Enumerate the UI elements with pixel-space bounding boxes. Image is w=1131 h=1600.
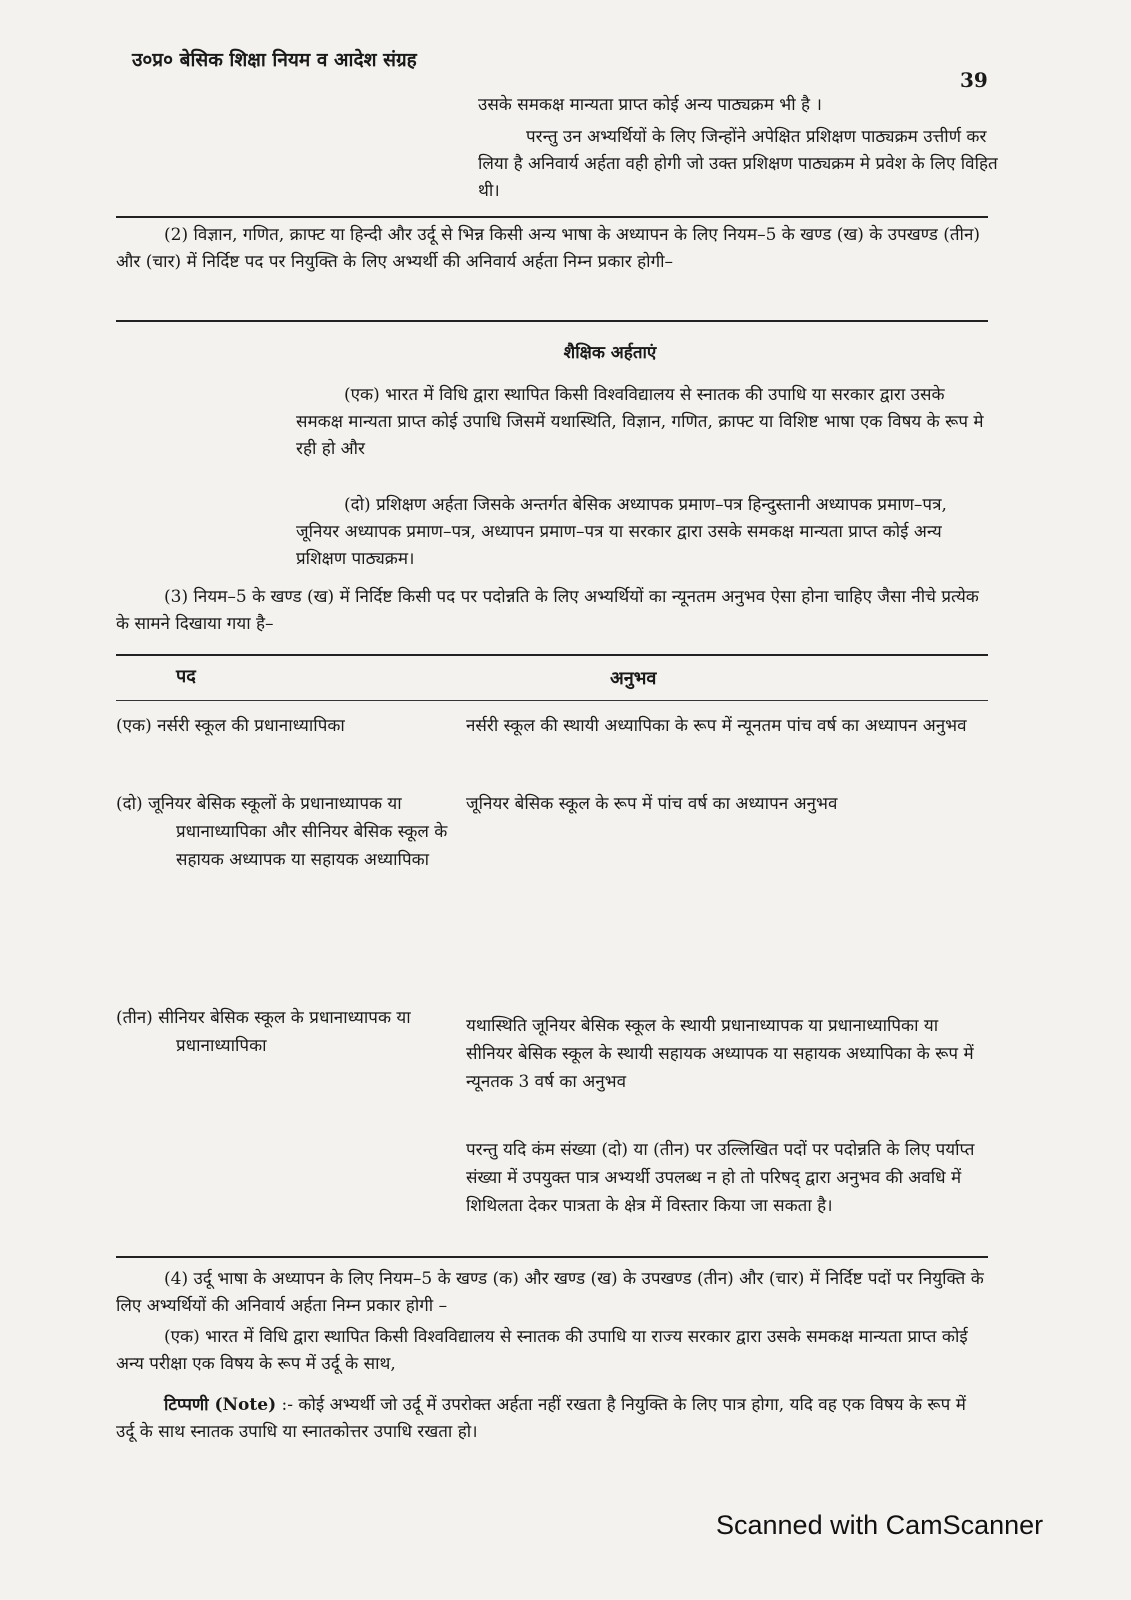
top-line: उसके समकक्ष मान्यता प्राप्त कोई अन्य पाठ्यक्रम भी है । [478, 95, 822, 115]
table-row-2-post: (दो) जूनियर बेसिक स्कूलों के प्रधानाध्यापक या प्रधानाध्यापिका और सीनियर बेसिक स्कूल के सहायक अध्यापक या सहायक अध्यापिका [116, 794, 448, 870]
table-row-1-post: (एक) नर्सरी स्कूल की प्रधानाध्यापिका [116, 716, 345, 736]
note-paragraph [116, 1392, 988, 1446]
table-row-1-experience: नर्सरी स्कूल की स्थायी अध्यापिका के रूप में न्यूनतम पांच वर्ष का अध्यापन अनुभव [466, 716, 967, 736]
table-header-experience: अनुभव [610, 668, 657, 689]
qualification-item-1: (एक) भारत में विधि द्वारा स्थापित किसी विश्वविद्यालय से स्नातक की उपाधि या सरकार द्वारा उसके समकक्ष मान्यता प्राप्त कोई उपाधि जिसमें यथास्थिति, विज्ञान, गणित, क्राफ्ट या विशिष्ट भाषा एक विषय के रूप मे रही हो और [296, 385, 984, 459]
note-label: टिप्पणी (Note) [164, 1395, 277, 1415]
table-row-3-post: (तीन) सीनियर बेसिक स्कूल के प्रधानाध्यापक या प्रधानाध्यापिका [116, 1008, 411, 1056]
section-3-text: (3) नियम–5 के खण्ड (ख) में निर्दिष्ट किसी पद पर पदोन्नति के लिए अभ्यर्थियों का न्यूनतम अनुभव ऐसा होना चाहिए जैसा नीचे प्रत्येक के सामने दिखाया गया है– [116, 587, 979, 634]
table-header-rule [116, 700, 988, 701]
table-row-3-experience: यथास्थिति जूनियर बेसिक स्कूल के स्थायी प्रधानाध्यापक या प्रधानाध्यापिका या सीनियर बेसिक स्कूल के स्थायी सहायक अध्यापक या सहायक अध्यापिका के रूप में न्यूनतक 3 वर्ष का अनुभव [466, 1016, 974, 1092]
table-row-2-experience: जूनियर बेसिक स्कूल के रूप में पांच वर्ष का अध्यापन अनुभव [466, 794, 838, 814]
scanner-watermark: Scanned with CamScanner [716, 1510, 1044, 1540]
table-header-post: पद [176, 666, 196, 687]
qualification-item-2: (दो) प्रशिक्षण अर्हता जिसके अन्तर्गत बेसिक अध्यापक प्रमाण–पत्र हिन्दुस्तानी अध्यापक प्रमाण–पत्र, जूनियर अध्यापक प्रमाण–पत्र, अध्यापन प्रमाण–पत्र या सरकार द्वारा उसके समकक्ष मान्यता प्राप्त कोई अन्य प्रशिक्षण पाठ्यक्रम। [296, 495, 947, 569]
note-text: :- कोई अभ्यर्थी जो उर्दू में उपरोक्त अर्हता नहीं रखता है नियुक्ति के लिए पात्र होगा, यदि वह एक विषय के रूप में उर्दू के साथ स्नातक उपाधि या स्नातकोत्तर उपाधि रखता हो। [116, 1395, 966, 1442]
section-4-text: (4) उर्दू भाषा के अध्यापन के लिए नियम–5 के खण्ड (क) और खण्ड (ख) के उपखण्ड (तीन) और (चार) में निर्दिष्ट पदों पर नियुक्ति के लिए अभ्यर्थियों की अनिवार्य अर्हता निम्न प्रकार होगी – [116, 1269, 984, 1316]
top-proviso: परन्तु उन अभ्यर्थियों के लिए जिन्होंने अपेक्षित प्रशिक्षण पाठ्यक्रम उत्तीर्ण कर लिया है अनिवार्य अर्हता वही होगी जो उक्त प्रशिक्षण पाठ्यक्रम मे प्रवेश के लिए विहित थी। [478, 127, 998, 201]
section-4-item-1: (एक) भारत में विधि द्वारा स्थापित किसी विश्वविद्यालय से स्नातक की उपाधि या राज्य सरकार द्वारा उसके समकक्ष मान्यता प्राप्त कोई अन्य परीक्षा एक विषय के रूप में उर्दू के साथ, [116, 1327, 968, 1374]
divider [116, 320, 988, 322]
book-title: उ०प्र० बेसिक शिक्षा नियम व आदेश संग्रह [132, 49, 417, 71]
section-2-text: (2) विज्ञान, गणित, क्राफ्ट या हिन्दी और उर्दू से भिन्न किसी अन्य भाषा के अध्यापन के लिए नियम–5 के खण्ड (ख) के उपखण्ड (तीन) और (चार) में निर्दिष्ट पद पर नियुक्ति के लिए अभ्यर्थी की अनिवार्य अर्हता निम्न प्रकार होगी– [116, 225, 981, 272]
page-number: 39 [960, 68, 988, 92]
divider [116, 216, 988, 218]
table-row-3-proviso: परन्तु यदि कंम संख्या (दो) या (तीन) पर उल्लिखित पदों पर पदोन्नति के लिए पर्याप्त संख्या में उपयुक्त पात्र अभ्यर्थी उपलब्ध न हो तो परिषद् द्वारा अनुभव की अवधि में शिथिलता देकर पात्रता के क्षेत्र में विस्तार किया जा सकता है। [466, 1140, 975, 1216]
table-bottom-rule [116, 1256, 988, 1258]
qualifications-heading: शैक्षिक अर्हताएं [563, 343, 657, 363]
table-top-rule [116, 654, 988, 656]
